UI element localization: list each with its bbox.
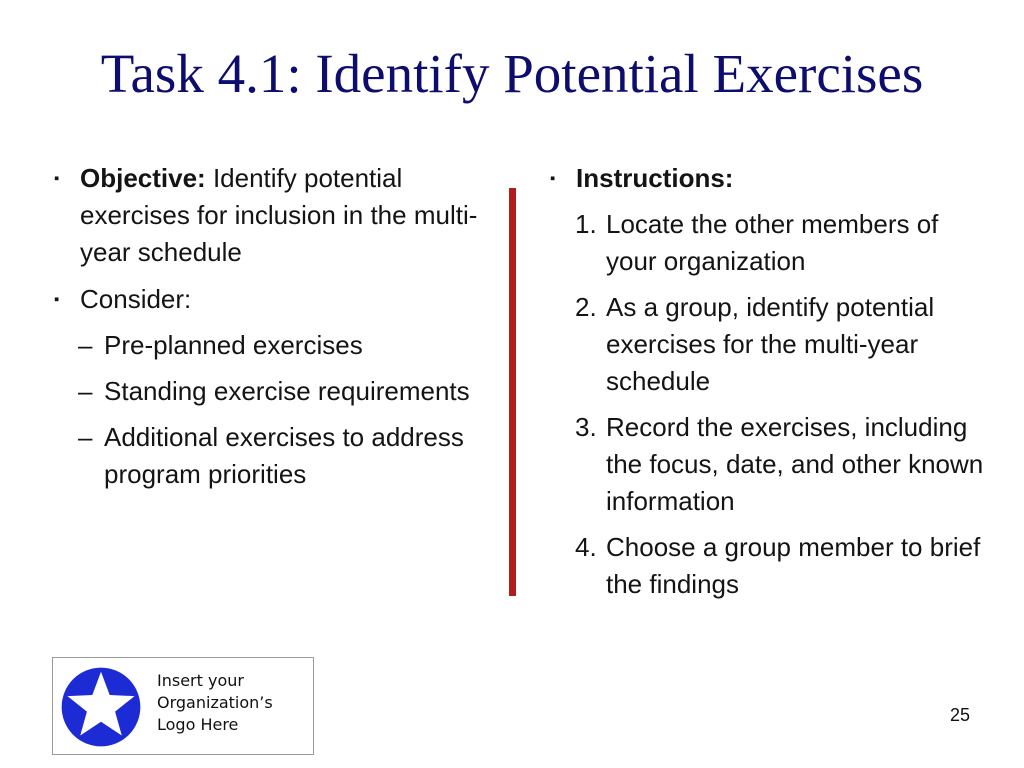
step-text: Choose a group member to brief the findings xyxy=(606,532,981,599)
dash-marker: – xyxy=(78,376,93,406)
instruction-step xyxy=(548,206,988,280)
column-divider xyxy=(509,188,516,596)
step-number: 3. xyxy=(575,412,597,442)
consider-item xyxy=(52,373,492,410)
logo-placeholder xyxy=(52,657,314,755)
logo-caption-line: Organization’s xyxy=(157,693,273,712)
step-text: As a group, identify potential exercises for the multi-year schedule xyxy=(606,292,935,396)
instruction-step xyxy=(548,529,988,603)
consider-label: Consider: xyxy=(80,284,192,314)
objective-text: Identify potential exercises for inclusion in the multi-year schedule xyxy=(80,163,478,267)
logo-caption xyxy=(157,670,307,736)
step-number: 1. xyxy=(575,209,597,239)
dash-marker: – xyxy=(78,422,93,452)
consider-item xyxy=(52,419,492,493)
bullet-marker: ▪ xyxy=(550,170,556,187)
step-text: Locate the other members of your organization xyxy=(606,209,939,276)
slide-title: Task 4.1: Identify Potential Exercises xyxy=(100,43,924,104)
page-number: 25 xyxy=(949,705,970,725)
bullet-marker: ▪ xyxy=(54,170,60,187)
right-column xyxy=(548,160,988,603)
instruction-step xyxy=(548,289,988,400)
objective-bullet xyxy=(52,160,492,271)
logo-caption-line: Insert your xyxy=(157,671,244,690)
consider-bullet xyxy=(52,281,492,318)
dash-marker: – xyxy=(78,330,93,360)
consider-item-text: Standing exercise requirements xyxy=(104,376,470,406)
step-number: 4. xyxy=(575,532,597,562)
consider-item-text: Additional exercises to address program priorities xyxy=(104,422,464,489)
instructions-label: Instructions: xyxy=(576,163,734,193)
logo-caption-line: Logo Here xyxy=(157,715,239,734)
objective-label: Objective: xyxy=(80,163,206,193)
consider-item xyxy=(52,327,492,364)
bullet-marker: ▪ xyxy=(54,291,60,308)
instructions-bullet xyxy=(548,160,988,197)
instruction-step xyxy=(548,409,988,520)
left-column xyxy=(52,160,492,493)
step-text: Record the exercises, including the focus, date, and other known information xyxy=(606,412,984,516)
consider-item-text: Pre-planned exercises xyxy=(104,330,363,360)
step-number: 2. xyxy=(575,292,597,322)
star-logo-icon xyxy=(60,666,142,748)
